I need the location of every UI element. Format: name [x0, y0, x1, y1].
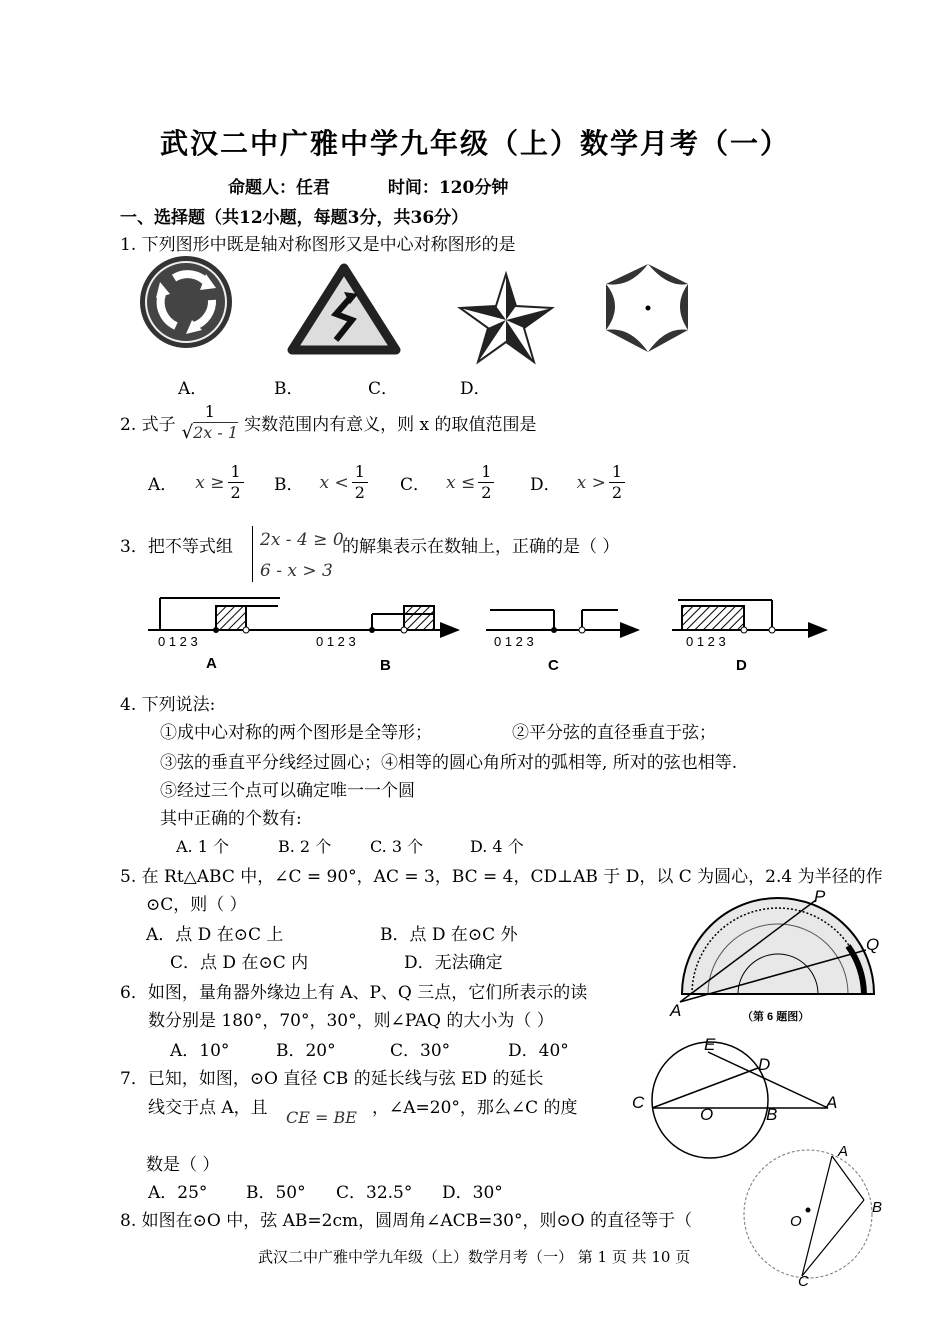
- q2-option-c: [400, 462, 497, 503]
- q4-option-b: B. 2 个: [278, 837, 332, 856]
- number-line-a-label: A: [206, 655, 217, 672]
- q5-option-d: D．无法确定: [404, 953, 503, 973]
- q5-option-b: B．点 D 在⊙C 外: [380, 925, 518, 945]
- svg-text:0 1 2 3: 0 1 2 3: [316, 634, 356, 649]
- q1-option-a: A．: [178, 379, 208, 399]
- q7-label-d: D: [758, 1055, 771, 1074]
- number-line-d-label: D: [736, 657, 747, 674]
- q1-stem: 1. 下列图形中既是轴对称图形又是中心对称图形的是: [120, 235, 516, 255]
- star-icon: [460, 274, 552, 362]
- q1-figures: [136, 254, 716, 370]
- svg-text:0 1 2 3: 0 1 2 3: [158, 634, 198, 649]
- q2-opt-d-label: D．: [530, 475, 561, 495]
- q6-label-q: Q: [866, 935, 880, 954]
- warning-triangle-icon: [292, 268, 396, 350]
- number-line-b-label: B: [380, 657, 391, 674]
- q7-label-c: C: [632, 1093, 645, 1112]
- number-line-d: [672, 600, 826, 674]
- q3-ineq2: 6 - x > 3: [260, 561, 333, 581]
- roundabout-sign-icon: [140, 256, 232, 348]
- q4-line1a: ①成中心对称的两个图形是全等形；: [160, 723, 432, 743]
- q5-option-a: A．点 D 在⊙C 上: [146, 925, 284, 945]
- number-line-c: [486, 610, 638, 674]
- q7-line2a: 线交于点 A，且: [148, 1098, 268, 1118]
- q6-option-d: D．40°: [508, 1041, 569, 1061]
- q4-option-a: A. 1 个: [176, 837, 229, 856]
- q2-stem: [120, 402, 536, 443]
- q7-line1: 7．已知，如图，⊙O 直径 CB 的延长线与弦 ED 的延长: [120, 1069, 544, 1089]
- author-line: [228, 173, 508, 198]
- q2-opt-b-label: B．: [274, 475, 304, 495]
- q8-line1: 8. 如图在⊙O 中，弦 AB=2cm，圆周角∠ACB=30°，则⊙O 的直径等于（: [120, 1211, 693, 1231]
- q6-line2: 数分别是 180°，70°，30°，则∠PAQ 的大小为（ ）: [148, 1011, 554, 1031]
- q1-option-d: D．: [460, 379, 491, 399]
- q3-number-lines: [140, 590, 840, 680]
- q7-label-o: O: [700, 1105, 714, 1124]
- q3-ineq1: 2x - 4 ≥ 0: [260, 530, 344, 550]
- number-line-b: [308, 606, 458, 674]
- q8-label-c: C: [798, 1273, 809, 1290]
- q8-circle-figure: [742, 1140, 892, 1290]
- q6-option-a: A．10°: [170, 1041, 230, 1061]
- q7-label-b: B: [766, 1105, 778, 1124]
- q5-option-c: C．点 D 在⊙C 内: [170, 953, 309, 973]
- q2-opt-a-op: x ≥: [195, 472, 225, 493]
- q4-line3: ⑤经过三个点可以确定唯一一个圆: [160, 781, 415, 801]
- q7-arc-equation: CE = BE: [286, 1108, 357, 1127]
- q7-label-a: A: [826, 1093, 838, 1112]
- q4-line2: ③弦的垂直平分线经过圆心；④相等的圆心角所对的弧相等, 所对的弦也相等.: [160, 753, 738, 773]
- q2-fraction: [179, 402, 241, 443]
- q2-opt-c-label: C．: [400, 475, 431, 495]
- q4-line1b: ②平分弦的直径垂直于弦；: [512, 723, 716, 743]
- q6-label-a: A: [670, 1001, 682, 1020]
- q4-stem: 4. 下列说法:: [120, 695, 216, 715]
- page-footer: 武汉二中广雅中学九年级（上）数学月考（一） 第 1 页 共 10 页: [258, 1248, 691, 1266]
- q2-option-d: [530, 462, 628, 503]
- q7-option-d: D．30°: [442, 1183, 503, 1203]
- q2-opt-a-label: A．: [148, 475, 178, 495]
- q2-opt-c-frac: $\frac{1}{2}$: [478, 462, 494, 503]
- q7-option-a: A．25°: [148, 1183, 208, 1203]
- number-line-c-label: C: [548, 657, 559, 674]
- q2-opt-b-frac: $\frac{1}{2}$: [352, 462, 368, 503]
- q1-option-b: B．: [274, 379, 304, 399]
- q6-label-p: P: [814, 890, 826, 906]
- q8-label-b: B: [872, 1199, 883, 1216]
- q2-option-a: [148, 462, 247, 503]
- q2-opt-c-op: x ≤: [446, 472, 476, 493]
- q6-option-b: B．20°: [276, 1041, 336, 1061]
- hexagon-umbrella-icon: [606, 264, 688, 352]
- q7-option-b: B．50°: [246, 1183, 306, 1203]
- q4-option-c: C. 3 个: [370, 837, 424, 856]
- q5-line1: 5. 在 Rt△ABC 中，∠C = 90°，AC = 3，BC = 4，CD⊥AB 于 D，以 C 为圆心，2.4 为半径的作: [120, 867, 883, 887]
- q8-label-o: O: [790, 1213, 802, 1230]
- exam-time: 时间：120分钟: [387, 178, 509, 198]
- q2-frac-num: 1: [202, 402, 218, 423]
- q6-option-c: C．30°: [390, 1041, 451, 1061]
- q2-frac-den: √2x - 1: [181, 422, 239, 443]
- q8-label-a: A: [838, 1143, 849, 1160]
- q3-suffix: 的解集表示在数轴上，正确的是（ ）: [342, 537, 620, 557]
- q7-line2c: ，∠A=20°，那么∠C 的度: [372, 1098, 578, 1118]
- page-title: 武汉二中广雅中学九年级（上）数学月考（一）: [159, 127, 790, 160]
- q4-option-d: D. 4 个: [470, 837, 524, 856]
- author: 命题人：任君: [228, 178, 330, 198]
- q2-opt-b-op: x <: [319, 472, 349, 493]
- q2-opt-d-frac: $\frac{1}{2}$: [609, 462, 625, 503]
- q1-option-c: C．: [368, 379, 399, 399]
- svg-text:0 1 2 3: 0 1 2 3: [686, 634, 726, 649]
- q7-option-c: C．32.5°: [336, 1183, 413, 1203]
- q2-opt-d-op: x >: [576, 472, 606, 493]
- q3-brace: [252, 526, 255, 582]
- q2-option-b: [274, 462, 371, 503]
- q6-line1: 6．如图，量角器外缘边上有 A、P、Q 三点，它们所表示的读: [120, 983, 588, 1003]
- q4-line4: 其中正确的个数有:: [160, 809, 302, 829]
- q2-opt-a-frac: $\frac{1}{2}$: [228, 462, 244, 503]
- q5-line2: ⊙C，则（ ）: [146, 895, 247, 915]
- q7-line3: 数是（ ）: [146, 1155, 220, 1175]
- svg-text:0 1 2 3: 0 1 2 3: [494, 634, 534, 649]
- q7-label-e: E: [704, 1035, 716, 1054]
- q3-prefix: 3．把不等式组: [120, 537, 233, 557]
- q6-protractor-figure: [668, 890, 884, 1024]
- section-heading: 一、选择题（共12小题，每题3分，共36分）: [120, 208, 469, 228]
- q6-caption: （第 6 题图）: [742, 1011, 810, 1023]
- q2-prefix: 2. 式子: [120, 415, 176, 435]
- q2-suffix: 实数范围内有意义，则 x 的取值范围是: [244, 415, 537, 435]
